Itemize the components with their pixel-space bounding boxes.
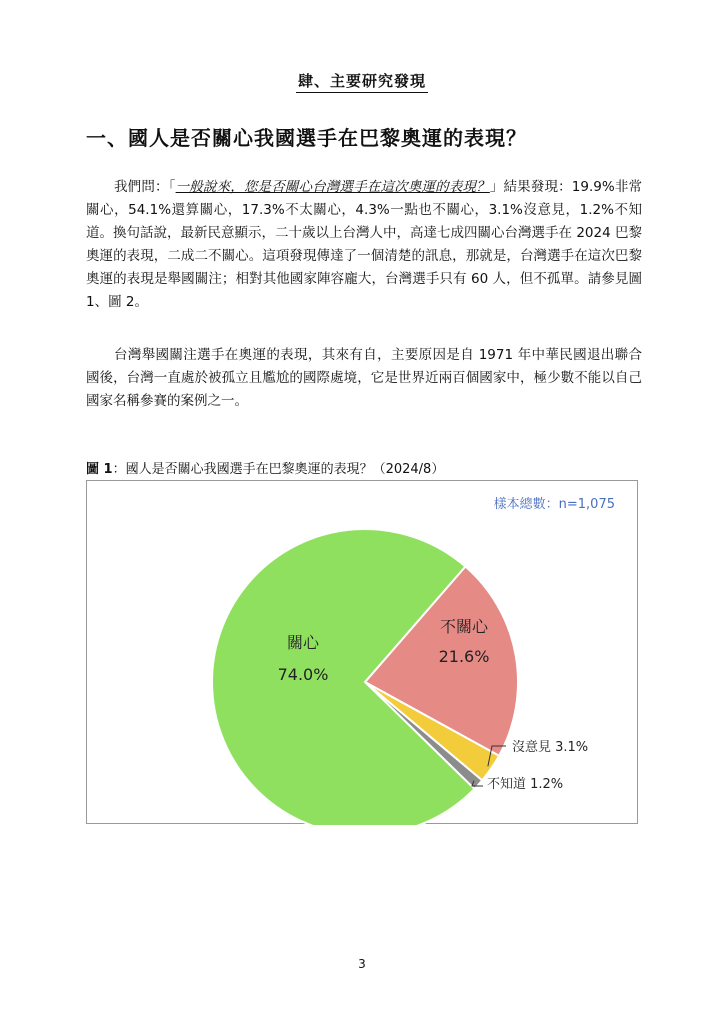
paragraph-findings [86,176,642,314]
figure-caption [86,458,444,477]
page-number: 3 [358,957,366,971]
slice-label-1: 沒意見 3.1% [512,740,589,755]
figure-box [86,480,638,824]
slice-label-value-0: 21.6% [438,647,490,666]
slice-label-2: 不知道 1.2% [487,777,564,792]
para1-question: 一般說來，您是否關心台灣選手在這次奧運的表現？ [175,179,490,195]
figure-caption-text: ：國人是否關心我國選手在巴黎奧運的表現？（2024/8） [112,462,445,477]
para1-lead: 我們問：「 [114,179,176,195]
section-title: 肆、主要研究發現 [296,70,428,93]
paragraph-context: 台灣舉國關注選手在奧運的表現，其來有自，主要原因是自 1971 年中華民國退出聯合國後，台灣一直處於被孤立且尷尬的國際處境，它是世界近兩百個國家中，極少數不能以自己國家名稱參賽的案例之一。 [86,347,642,409]
para1-rest: 」結果發現：19.9%非常關心，54.1%還算關心，17.3%不太關心，4.3%一點也不關心，3.1%沒意見，1.2%不知道。換句話說，最新民意顯示，二十歲以上台灣人中，高達七成四關心台灣選手在 2024 巴黎奧運的表現，二成二不關心。這項發現傳達了一個清楚的訊息，那就是，台灣選手在這次巴黎奧運的表現是舉國關注；相對其他國家陣容龐大，台灣選手只有 60 人，但不孤單。請參見圖 1、圖 2。 [86,179,643,310]
pie-chart [87,481,639,825]
slice-label-name-3: 關心 [286,633,320,652]
question-heading: 一、國人是否關心我國選手在巴黎奧運的表現？ [86,126,527,150]
figure-label: 圖 1 [86,462,113,477]
sample-size-note: 樣本總數：n=1,075 [493,497,615,512]
section-title-wrap [0,70,724,93]
slice-label-value-3: 74.0% [277,665,329,684]
slice-label-name-0: 不關心 [439,617,489,636]
